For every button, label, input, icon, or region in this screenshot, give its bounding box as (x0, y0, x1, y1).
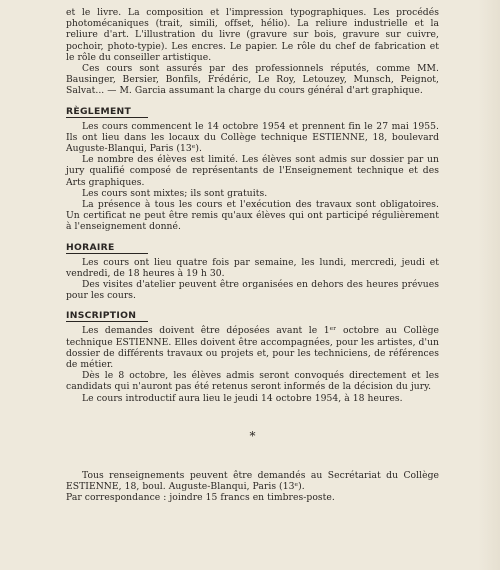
inscription-paragraph-3: Le cours introductif aura lieu le jeudi 14 octobre 1954, à 18 heures. (82, 392, 403, 404)
asterisk-separator: * (249, 428, 256, 443)
reglement-paragraph-2: Le nombre des élèves est limité. Les élèves sont admis sur dossier par un jury qualifié composé de représentants de l'Enseignement technique et des Arts graphiques. (66, 154, 439, 188)
reglement-paragraph-1: Les cours commencent le 14 octobre 1954 et prennent fin le 27 mai 1955. Ils ont lieu dans les locaux du Collège technique ESTIENNE, 18, boulevard Auguste-Blanqui, Paris (13ᵉ). (66, 120, 439, 155)
reglement-paragraph-4: La présence à tous les cours et l'exécution des travaux sont obligatoires. Un certificat ne peut être remis qu'aux élèves qui ont participé régulièrement à l'enseignement donné. (66, 199, 439, 233)
reglement-heading-text: RÈGLEMENT (66, 106, 148, 118)
horaire-heading-text: HORAIRE (66, 242, 148, 254)
section-heading-inscription (66, 310, 439, 322)
horaire-paragraph-1: Les cours ont lieu quatre fois par semaine, les lundi, mercredi, jeudi et vendredi, de 18 heures à 19 h 30. (66, 256, 439, 279)
reglement-paragraph-3: Les cours sont mixtes; ils sont gratuits. (82, 187, 268, 199)
horaire-paragraph-2: Des visites d'atelier peuvent être organisées en dehors des heures prévues pour les cours. (66, 279, 439, 302)
footer-contact-line: Tous renseignements peuvent être demandés au Secrétariat du Collège ESTIENNE, 18, boul. Auguste-Blanqui, Paris (13ᵉ). (66, 469, 439, 493)
section-heading-horaire (66, 242, 439, 254)
section-heading-reglement (66, 106, 439, 118)
footer-correspondence-line: Par correspondance : joindre 15 francs en timbres-poste. (66, 492, 335, 504)
inscription-paragraph-2: Dès le 8 octobre, les élèves admis seront convoqués directement et les candidats qui n'auront pas été retenus seront informés de la décision du jury. (66, 370, 439, 393)
document-body (66, 7, 439, 504)
inscription-heading-text: INSCRIPTION (66, 310, 148, 322)
intro-paragraph-1: et le livre. La composition et l'impression typographiques. Les procédés photomécaniques (trait, simili, offset, hélio). La reliure industrielle et la reliure d'art. L'illustration du livre (gravure sur bois, gravure sur cuivre, pochoir, photo-typie). Les encres. Le papier. Le rôle du chef de fabrication et le rôle du conseiller artistique. (66, 7, 439, 63)
inscription-paragraph-1: Les demandes doivent être déposées avant le 1ᵉʳ octobre au Collège technique ESTIENNE. Elles doivent être accompagnées, pour les artistes, d'un dossier de différents travaux ou projets et, pour les techniciens, de références de métier. (66, 325, 439, 371)
intro-paragraph-2: Ces cours sont assurés par des professionnels réputés, comme MM. Bausinger, Bersier, Bonfils, Frédéric, Le Roy, Letouzey, Munsch, Peignot, Salvat... — M. Garcia assumant la charge du cours général d'art graphique. (66, 63, 439, 97)
